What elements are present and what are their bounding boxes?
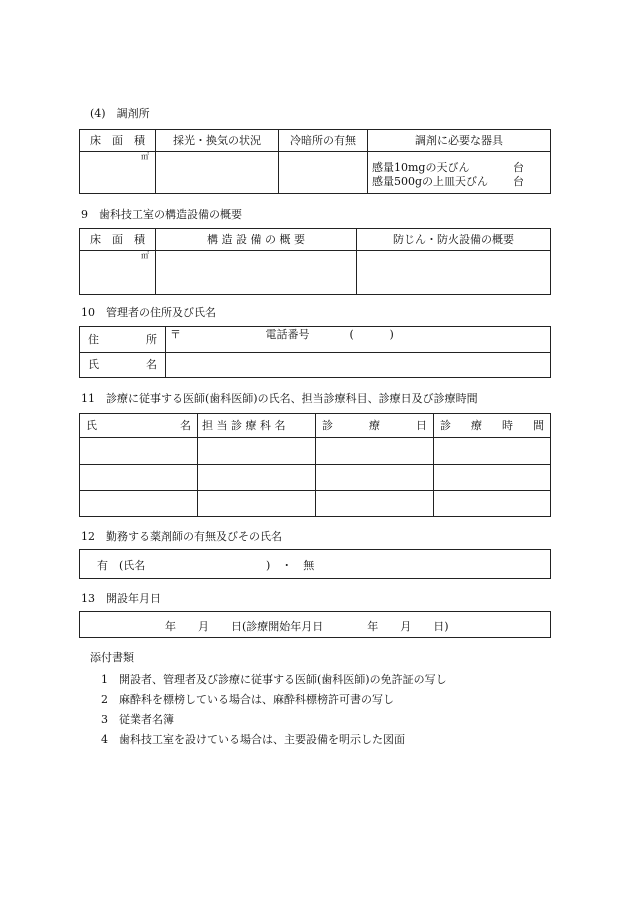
phone-label: 電話番号 [265,327,310,341]
doctor-name-cell[interactable] [80,438,198,465]
dept-cell[interactable] [198,465,316,491]
doctor-name-cell[interactable] [80,491,198,517]
address-cell[interactable] [166,327,551,353]
address-label-b: 所 [146,332,157,346]
cool-dark-header: 冷暗所の有無 [279,130,368,152]
doctor-name-header-a: 氏 [86,418,97,432]
dispensary-table [79,129,551,194]
time-header-c: 時 [502,418,513,432]
day-header-b: 療 [369,418,380,432]
list-item: 3 従業者名簿 [101,713,174,726]
lab-floor-area-header: 床 面 積 [80,229,156,251]
count-unit-2: 台 [513,174,524,188]
address-label [80,327,166,353]
pharmacist-yes: 有 (氏名 [97,559,146,572]
table-row [80,491,551,517]
time-header-d: 間 [533,418,544,432]
equip-balance-500g: 感量500gの上皿天びん [372,174,489,188]
dept-header: 担 当 診 療 科 名 [198,414,316,438]
doctor-name-header-b: 名 [180,418,191,432]
list-item: 4 歯科技工室を設けている場合は、主要設備を明示した図面 [101,733,405,746]
address-label-a: 住 [88,332,99,346]
sqm-unit: ㎡ [141,152,149,161]
lighting-header: 採光・換気の状況 [156,130,279,152]
list-item: 2 麻酔科を標榜している場合は、麻酔科標榜許可書の写し [101,693,394,706]
day-header [316,414,434,438]
day-header-c: 日 [416,418,427,432]
phone-paren-close: ) [389,327,394,341]
dept-cell[interactable] [198,438,316,465]
day-header-a: 診 [322,418,333,432]
postal-mark: 〒 [170,328,181,341]
day-cell[interactable] [316,438,434,465]
time-cell[interactable] [434,465,551,491]
phone-paren-open: ( [349,327,354,341]
lighting-cell[interactable] [156,152,279,194]
doctors-table [79,413,551,517]
manager-name-cell[interactable] [166,353,551,378]
count-unit-1: 台 [513,160,524,174]
equipment-header: 調剤に必要な器具 [368,130,551,152]
lab-floor-area-cell[interactable] [80,251,156,295]
doctor-name-header [80,414,198,438]
name-label-b: 名 [146,358,157,371]
section-9-title: 9 歯科技工室の構造設備の概要 [81,208,242,221]
name-label-a: 氏 [88,358,99,371]
time-header-a: 診 [440,418,451,432]
opening-date-box[interactable] [79,611,551,638]
dept-cell[interactable] [198,491,316,517]
manager-table [79,326,551,378]
dust-fire-header: 防じん・防火設備の概要 [357,229,551,251]
day-cell[interactable] [316,491,434,517]
structure-header: 構 造 設 備 の 概 要 [156,229,357,251]
lab-sqm-unit: ㎡ [141,251,149,260]
attachments-title: 添付書類 [90,651,134,664]
time-cell[interactable] [434,491,551,517]
equip-balance-10mg: 感量10mgの天びん [372,160,470,174]
section-10-title: 10 管理者の住所及び氏名 [81,306,216,319]
floor-area-header: 床 面 積 [80,130,156,152]
time-header [434,414,551,438]
structure-cell[interactable] [156,251,357,295]
day-cell[interactable] [316,465,434,491]
list-item: 1 開設者、管理者及び診療に従事する医師(歯科医師)の免許証の写し [101,673,447,686]
time-header-b: 療 [471,418,482,432]
pharmacist-no: ) ・ 無 [266,559,315,572]
dust-fire-cell[interactable] [357,251,551,295]
pharmacist-box[interactable] [79,549,551,579]
floor-area-cell[interactable] [80,152,156,194]
opening-date-text: 年 月 日(診療開始年月日 年 月 日) [165,620,449,633]
cool-dark-cell[interactable] [279,152,368,194]
name-label [80,353,166,378]
section-11-title: 11 診療に従事する医師(歯科医師)の氏名、担当診療科目、診療日及び診療時間 [81,392,478,405]
doctor-name-cell[interactable] [80,465,198,491]
dental-lab-table [79,228,551,295]
equipment-cell [368,152,551,194]
table-row [80,438,551,465]
table-row [80,465,551,491]
section-4-title: (4) 調剤所 [90,107,150,120]
section-13-title: 13 開設年月日 [81,592,161,605]
time-cell[interactable] [434,438,551,465]
section-12-title: 12 勤務する薬剤師の有無及びその氏名 [81,530,282,543]
